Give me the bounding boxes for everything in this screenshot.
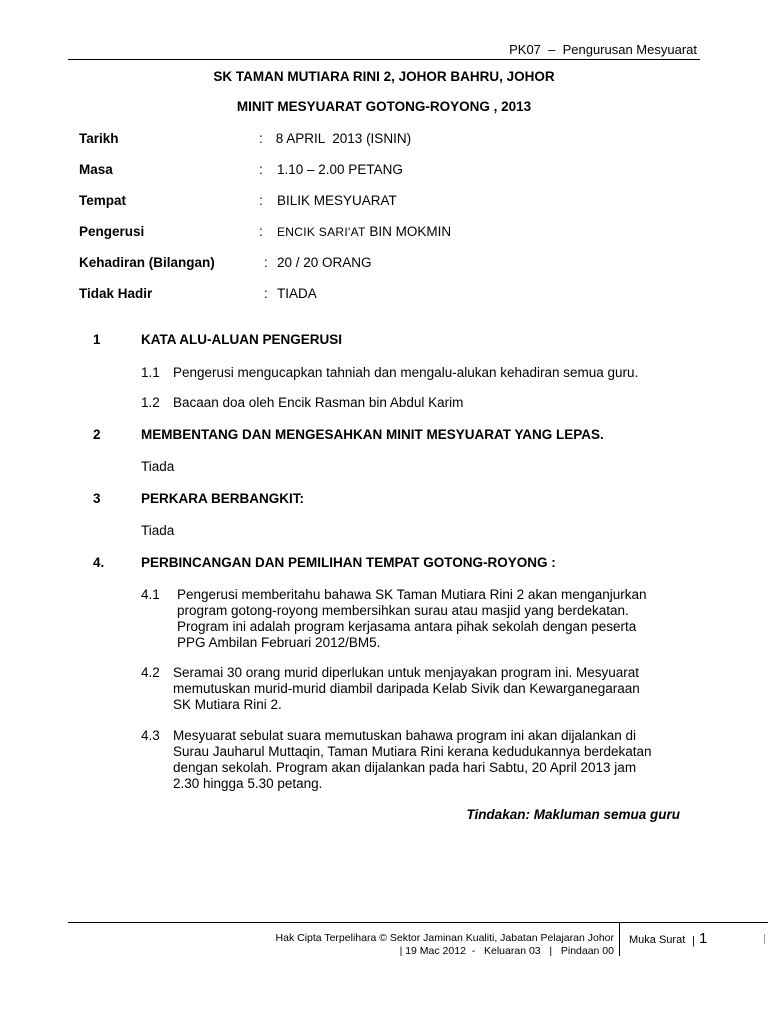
section-title: PERKARA BERBANGKIT: <box>141 491 305 506</box>
chair-name-rest: BIN MOKMIN <box>365 224 452 239</box>
info-value-venue: BILIK MESYUARAT <box>277 193 397 208</box>
info-label-absent: Tidak Hadir <box>79 286 153 301</box>
info-colon: : <box>259 131 263 146</box>
item-line: Pengerusi memberitahu bahawa SK Taman Mutiara Rini 2 akan menganjurkan <box>177 587 647 602</box>
section-title: KATA ALU-ALUAN PENGERUSI <box>141 332 342 347</box>
section-title: PERBINCANGAN DAN PEMILIHAN TEMPAT GOTONG-ROYONG : <box>141 555 556 570</box>
item-number: 4.3 <box>141 728 160 743</box>
section-number: 2 <box>93 427 101 442</box>
info-label-time: Masa <box>79 162 113 177</box>
item-line: SK Mutiara Rini 2. <box>173 697 282 712</box>
footer-copyright: Hak Cipta Terpelihara © Sektor Jaminan Kualiti, Jabatan Pelajaran Johor <box>275 932 614 944</box>
item-line: PPG Ambilan Februari 2012/BM5. <box>177 635 381 650</box>
school-title: SK TAMAN MUTIARA RINI 2, JOHOR BAHRU, JOHOR <box>213 69 555 84</box>
item-text: Pengerusi mengucapkan tahniah dan mengalu-alukan kehadiran semua guru. <box>173 365 639 380</box>
page-number: 1 <box>699 930 708 947</box>
item-line: 2.30 hingga 5.30 petang. <box>173 776 323 791</box>
item-line: program gotong-royong membersihkan surau atau masjid yang berdekatan. <box>177 603 629 618</box>
action-note: Tindakan: Makluman semua guru <box>466 807 680 822</box>
item-line: Program ini adalah program kerjasama antara pihak sekolah dengan peserta <box>177 619 637 634</box>
info-colon: : <box>259 224 263 239</box>
info-label-chair: Pengerusi <box>79 224 145 239</box>
item-number: 1.2 <box>141 395 160 410</box>
page-divider: | <box>692 935 695 947</box>
info-label-date: Tarikh <box>79 131 119 146</box>
info-label-attendance: Kehadiran (Bilangan) <box>79 255 215 270</box>
footer-separator <box>619 923 620 956</box>
minutes-title: MINIT MESYUARAT GOTONG-ROYONG , 2013 <box>236 99 532 114</box>
info-value-time: 1.10 – 2.00 PETANG <box>277 162 403 177</box>
document-reference: PK07 – Pengurusan Mesyuarat <box>509 42 697 57</box>
item-line: Surau Jauharul Muttaqin, Taman Mutiara Rini kerana kedudukannya berdekatan <box>173 744 652 759</box>
item-line: Seramai 30 orang murid diperlukan untuk menjayakan program ini. Mesyuarat <box>173 665 639 680</box>
section-number: 3 <box>93 491 101 506</box>
item-number: 1.1 <box>141 365 160 380</box>
item-line: dengan sekolah. Program akan dijalankan pada hari Sabtu, 20 April 2013 jam <box>173 760 637 775</box>
info-value-chair <box>277 224 451 239</box>
info-colon: : <box>259 193 263 208</box>
info-colon: : <box>264 286 268 301</box>
chair-name-part: ENCIK SARI'AT <box>277 225 366 239</box>
section-number: 1 <box>93 332 101 347</box>
section-body: Tiada <box>141 459 175 474</box>
info-colon: : <box>264 255 268 270</box>
item-number: 4.2 <box>141 665 160 680</box>
info-value-date: 8 APRIL 2013 (ISNIN) <box>272 131 412 146</box>
info-value-attendance: 20 / 20 ORANG <box>277 255 372 270</box>
info-value-absent: TIADA <box>277 286 317 301</box>
item-line: Mesyuarat sebulat suara memutuskan bahawa program ini akan dijalankan di <box>173 728 637 743</box>
item-text: Bacaan doa oleh Encik Rasman bin Abdul Karim <box>173 395 464 410</box>
info-colon: : <box>259 162 263 177</box>
page-label: Muka Surat <box>629 934 686 946</box>
section-number: 4. <box>93 555 105 570</box>
section-body: Tiada <box>141 523 175 538</box>
item-number: 4.1 <box>141 587 160 602</box>
footer-revision: | 19 Mac 2012 - Keluaran 03 | Pindaan 00 <box>399 945 614 957</box>
info-label-venue: Tempat <box>79 193 127 208</box>
footer-rule <box>68 922 768 923</box>
edge-mark <box>764 934 765 944</box>
header-rule <box>68 59 700 60</box>
item-line: memutuskan murid-murid diambil daripada Kelab Sivik dan Kewarganegaraan <box>173 681 640 696</box>
section-title: MEMBENTANG DAN MENGESAHKAN MINIT MESYUARAT YANG LEPAS. <box>141 427 604 442</box>
